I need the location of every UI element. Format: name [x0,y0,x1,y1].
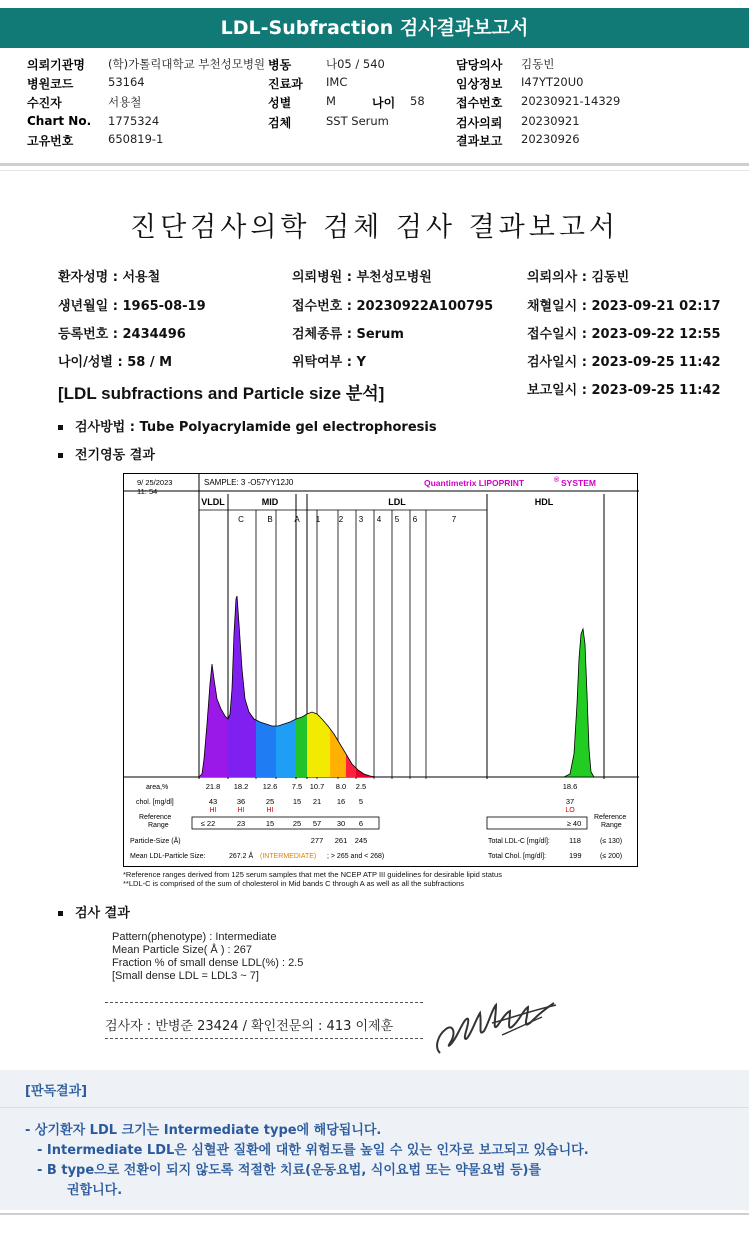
ref-label-2: Range [148,822,169,829]
band-label: 5 [394,515,400,524]
header-label: 결과보고 [456,134,503,148]
fraction-area [356,768,376,777]
ref-right-label-2: Range [601,822,622,829]
registration-number: 등록번호 : 2434496 [58,327,186,342]
band-label: 3 [358,515,364,524]
section-title: [LDL subfractions and Particle size 분석] [58,384,385,403]
band-label: 4 [376,515,382,524]
particle-value: 245 [354,836,368,845]
total-chol-label: Total Chol. [mg/dl]: [488,853,546,860]
electrophoresis-chart [123,473,638,867]
area-value: 18.6 [562,782,578,791]
chol-value: 15 [292,797,302,806]
fraction-area [307,712,330,777]
requesting-doctor: 의뢰의사 : 김동빈 [527,270,630,285]
consignment: 위탁여부 : Y [292,355,366,370]
fraction-area [296,714,307,777]
band-label: 1 [315,515,321,524]
band-label: A [294,515,300,524]
header-row [0,75,749,93]
header-value: M [326,94,336,108]
ref-label: Reference [139,814,172,821]
judgement-title: [판독결과] [25,1084,88,1099]
ref-value: 25 [292,819,302,828]
judgement-line: 권합니다. [67,1183,123,1198]
electro-heading [58,444,155,463]
flag-value: LO [565,807,575,814]
ref-value: 23 [236,819,246,828]
ref-value: 57 [312,819,322,828]
chart-time: 11: 54 [137,487,158,496]
chol-value: 36 [236,797,246,806]
fraction-area [199,664,228,777]
area-value: 12.6 [262,782,278,791]
band-label: 6 [412,515,418,524]
receipt-number: 접수번호 : 20230922A100795 [292,299,494,314]
header-label: 의뢰기관명 [27,58,85,72]
header-label: 검체 [268,116,292,130]
mean-range: ; > 265 and < 268) [327,853,385,860]
chol-value: 43 [208,797,218,806]
band-label: B [267,515,273,524]
area-value: 21.8 [205,782,221,791]
header-label: 접수번호 [456,96,503,110]
flag-value: HI [237,807,245,814]
total-chol-value: 199 [569,851,582,860]
header-info [0,48,749,160]
header-label: 병동 [268,58,292,72]
total-ldl-ref: (≤ 130) [600,838,623,845]
result-line: Mean Particle Size( Å ) : 267 [112,944,253,956]
header-label: 병원코드 [27,77,74,91]
header-value: 1775324 [108,114,160,128]
signer-line: 검사자 : 반병준 23424 / 확인전문의 : 413 이제훈 [105,1019,394,1034]
total-chol-ref: (≤ 200) [600,853,623,860]
test-time: 검사일시 : 2023-09-25 11:42 [527,355,721,370]
chol-value: 25 [265,797,275,806]
area-value: 10.7 [309,782,325,791]
chol-value: 16 [336,797,346,806]
band-label: 7 [451,515,457,524]
header-value: 김동빈 [521,57,555,71]
ref-value: ≥ 40 [566,819,582,828]
fraction-area [346,754,356,777]
header-value: SST Serum [326,114,389,128]
header-value: 나05 / 540 [326,57,385,71]
area-value: 8.0 [335,782,347,791]
total-ldl-label: Total LDL-C [mg/dl]: [488,838,550,845]
receipt-time: 접수일시 : 2023-09-22 12:55 [527,327,721,342]
bullet-icon [58,911,63,916]
judgement-line: - Intermediate LDL은 심혈관 질환에 대한 위험도를 높일 수 있는 인자로 보고되고 있습니다. [37,1143,589,1158]
requesting-hospital: 의뢰병원 : 부천성모병원 [292,270,432,285]
ref-value: 6 [358,819,364,828]
judgement-line: - 상기환자 LDL 크기는 Intermediate type에 해당됩니다. [25,1123,382,1138]
bullet-icon [58,425,63,430]
ref-box-left [192,817,379,829]
particle-value: 261 [334,836,348,845]
ref-value: ≤ 22 [200,819,216,828]
page-title: LDL-Subfraction 검사결과보고서 [0,8,749,48]
particle-label: Particle-Size (Å) [130,838,181,845]
mean-label: Mean LDL-Particle Size: [130,853,206,860]
group-label: HDL [534,497,554,507]
age-sex: 나이/성별 : 58 / M [58,355,173,370]
divider [105,1002,423,1003]
ref-right-label: Reference [594,814,627,821]
report-time: 보고일시 : 2023-09-25 11:42 [527,383,721,398]
header-value: IMC [326,75,348,89]
note-line: *Reference ranges derived from 125 serum samples that met the NCEP ATP III guidelines for desirable lipid status [123,870,502,879]
area-label: area,% [146,784,169,791]
hdl-peak [564,629,594,777]
header-value: I47YT20U0 [521,75,584,89]
header-label: Chart No. [27,114,92,128]
header-value: (학)가톨릭대학교 부천성모병원 [108,57,266,71]
header-value: 58 [410,94,425,108]
header-value: 서용철 [108,95,142,109]
chart-svg [124,474,639,868]
header-label: 수진자 [27,96,62,110]
result-title: 검사 결과 [75,906,130,921]
area-value: 2.5 [355,782,367,791]
bullet-icon [58,453,63,458]
header-value: 20230926 [521,132,580,146]
area-value: 7.5 [291,782,303,791]
signature-image [432,995,562,1057]
fraction-area [276,719,296,777]
result-text [112,931,303,983]
fraction-area [256,720,276,777]
chol-label: chol. [mg/dl] [136,799,174,806]
collection-time: 채혈일시 : 2023-09-21 02:17 [527,299,721,314]
result-heading [58,902,130,921]
header-label: 검사의뢰 [456,116,503,130]
divider [0,1107,749,1108]
judgement-line: - B type으로 전환이 되지 않도록 적절한 치료(운동요법, 식이요법 또는 약물요법 등)를 [37,1163,542,1178]
ref-value: 30 [336,819,346,828]
chart-notes [123,870,502,888]
method-text: 검사방법 : Tube Polyacrylamide gel electrophoresis [75,420,437,435]
header-row [0,132,749,150]
mean-value: 267.2 Å [229,853,254,860]
band-label: C [238,515,244,524]
chart-brand-suffix: SYSTEM [561,478,596,488]
particle-value: 277 [310,836,324,845]
divider [0,163,749,166]
header-row [0,94,749,112]
header-value: 20230921 [521,114,580,128]
header-value: 20230921-14329 [521,94,621,108]
chart-brand: Quantimetrix LIPOPRINT [424,478,525,488]
note-line: **LDL-C is comprised of the sum of cholesterol in Mid bands C through A as well as all the subfractions [123,879,465,888]
ref-value: 15 [265,819,275,828]
header-label: 임상정보 [456,77,503,91]
result-line: Fraction % of small dense LDL(%) : 2.5 [112,957,304,969]
header-label: 담당의사 [456,58,503,72]
flag-value: HI [209,807,217,814]
mean-tag: (INTERMEDIATE) [260,853,317,860]
header-row [0,114,749,132]
header-label: 나이 [372,96,396,110]
specimen-type: 검체종류 : Serum [292,327,404,342]
result-line: [Small dense LDL = LDL3 ~ 7] [112,970,259,982]
header-label: 고유번호 [27,134,74,148]
divider [0,1213,749,1215]
band-label: 2 [338,515,344,524]
birth-date: 생년월일 : 1965-08-19 [58,299,206,314]
area-value: 18.2 [233,782,249,791]
header-label: 성별 [268,96,292,110]
header-row [0,56,749,74]
chart-date: 9/ 25/2023 [137,478,173,487]
flag-value: HI [266,807,274,814]
chol-value: 5 [358,797,364,806]
report-title: 진단검사의학 검체 검사 결과보고서 [130,212,619,243]
chart-sample: SAMPLE: 3 -O57YY12J0 [204,478,294,487]
header-value: 650819-1 [108,132,164,146]
group-label: MID [261,497,279,507]
group-label: VLDL [201,497,225,507]
chol-value: 21 [312,797,322,806]
group-label: LDL [388,497,406,507]
total-ldl-value: 118 [569,836,581,845]
patient-name: 환자성명 : 서용철 [58,270,161,285]
method-line [58,416,437,435]
result-line: Pattern(phenotype) : Intermediate [112,931,277,943]
header-label: 진료과 [268,77,303,91]
chart-brand-reg: ® [554,477,560,484]
chol-value: 37 [565,797,575,806]
header-value: 53164 [108,75,145,89]
divider [105,1038,423,1039]
electro-title: 전기영동 결과 [75,448,155,463]
